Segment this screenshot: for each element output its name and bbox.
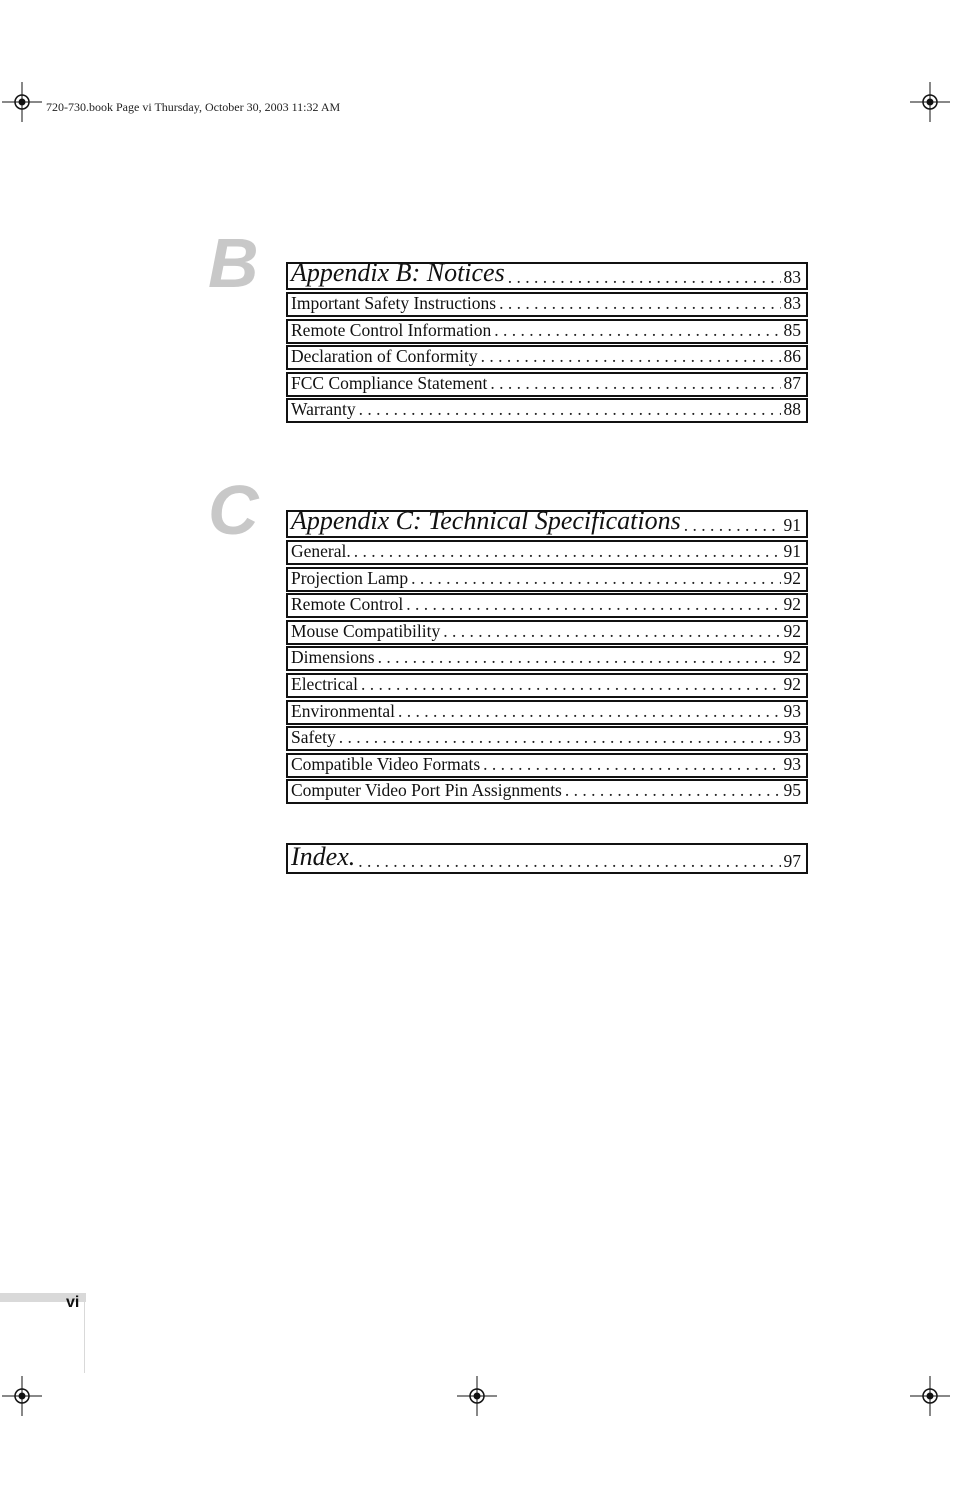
toc-title-row[interactable] xyxy=(286,510,808,538)
toc-section-b xyxy=(286,262,808,425)
toc-page-number: 92 xyxy=(783,594,801,615)
toc-entry-label: Warranty xyxy=(291,399,356,420)
toc-title: Index. xyxy=(291,843,356,871)
toc-entry-label: Safety xyxy=(291,727,336,748)
folio-rule xyxy=(84,1293,85,1373)
dot-leader xyxy=(411,568,780,589)
registration-mark-icon xyxy=(2,82,42,122)
toc-title: Appendix C: Technical Specifications xyxy=(291,510,681,535)
dot-leader xyxy=(483,754,780,775)
toc-entry-label: Projection Lamp xyxy=(291,567,409,588)
print-header: 720-730.book Page vi Thursday, October 30, 2003 11:32 AM xyxy=(46,100,341,114)
toc-entry-label: Declaration of Conformity xyxy=(291,346,478,367)
registration-mark-icon xyxy=(2,1376,42,1416)
toc-entry-label: Mouse Compatibility xyxy=(291,620,441,641)
toc-page-number: 93 xyxy=(783,700,801,721)
toc-entry[interactable] xyxy=(286,319,808,344)
dot-leader xyxy=(499,293,780,314)
toc-entry[interactable] xyxy=(286,345,808,370)
dot-leader xyxy=(565,780,781,801)
dot-leader xyxy=(398,701,780,722)
toc-index xyxy=(286,843,808,876)
toc-page-number: 92 xyxy=(783,647,801,668)
toc-entry[interactable] xyxy=(286,593,808,618)
toc-entry[interactable] xyxy=(286,398,808,423)
toc-page-number: 93 xyxy=(783,753,801,774)
toc-page-number: 85 xyxy=(783,319,801,340)
dot-leader xyxy=(490,373,780,394)
toc-entry-label: Computer Video Port Pin Assignments xyxy=(291,780,562,801)
toc-entry[interactable] xyxy=(286,646,808,671)
dot-leader xyxy=(494,320,780,341)
dot-leader xyxy=(508,267,781,288)
toc-page-number: 95 xyxy=(783,780,801,801)
toc-entry[interactable] xyxy=(286,292,808,317)
dot-leader xyxy=(378,647,781,668)
section-letter: C xyxy=(208,471,259,549)
toc-entry-label: General. xyxy=(291,541,351,561)
toc-page-number: 83 xyxy=(783,293,801,313)
toc-entry-label: Remote Control xyxy=(291,594,404,615)
toc-entry[interactable] xyxy=(286,753,808,778)
toc-page-number: 92 xyxy=(783,673,801,694)
toc-entry[interactable] xyxy=(286,700,808,725)
dot-leader xyxy=(443,621,780,642)
registration-mark-icon xyxy=(457,1376,497,1416)
toc-entry[interactable] xyxy=(286,372,808,397)
toc-entry-label: Electrical xyxy=(291,673,359,694)
toc-entry-label: Dimensions xyxy=(291,647,375,668)
toc-entry[interactable] xyxy=(286,540,808,565)
toc-page-number: 92 xyxy=(783,620,801,641)
toc-entry[interactable] xyxy=(286,726,808,751)
toc-entry[interactable] xyxy=(286,620,808,645)
toc-entry-label: FCC Compliance Statement xyxy=(291,372,488,393)
toc-entry-label: Compatible Video Formats xyxy=(291,753,481,774)
toc-index-row[interactable] xyxy=(286,843,808,874)
toc-section-c xyxy=(286,510,808,806)
toc-page-number: 87 xyxy=(783,372,801,393)
toc-entry-label: Remote Control Information xyxy=(291,319,492,340)
toc-page-number: 88 xyxy=(783,399,801,420)
dot-leader xyxy=(358,851,780,872)
dot-leader xyxy=(481,346,781,367)
toc-title-row[interactable] xyxy=(286,262,808,290)
section-letter: B xyxy=(208,224,259,302)
dot-leader xyxy=(339,727,781,748)
toc-entry[interactable] xyxy=(286,567,808,592)
toc-entry-label: Environmental xyxy=(291,700,396,721)
dot-leader xyxy=(361,674,780,695)
toc-title: Appendix B: Notices xyxy=(291,262,505,287)
toc-page-number: 83 xyxy=(783,267,801,287)
dot-leader xyxy=(406,594,780,615)
toc-page-number: 93 xyxy=(783,727,801,748)
dot-leader xyxy=(684,515,781,536)
toc-page-number: 91 xyxy=(783,541,801,561)
page-number: vi xyxy=(66,1294,80,1311)
toc-entry[interactable] xyxy=(286,673,808,698)
dot-leader xyxy=(359,399,781,420)
toc-page-number: 91 xyxy=(783,515,801,535)
toc-page-number: 86 xyxy=(783,346,801,367)
toc-page-number: 92 xyxy=(783,567,801,588)
toc-entry-label: Important Safety Instructions xyxy=(291,293,497,313)
dot-leader xyxy=(354,541,781,562)
registration-mark-icon xyxy=(910,1376,950,1416)
registration-mark-icon xyxy=(910,82,950,122)
toc-entry[interactable] xyxy=(286,779,808,804)
toc-page-number: 97 xyxy=(783,851,801,871)
